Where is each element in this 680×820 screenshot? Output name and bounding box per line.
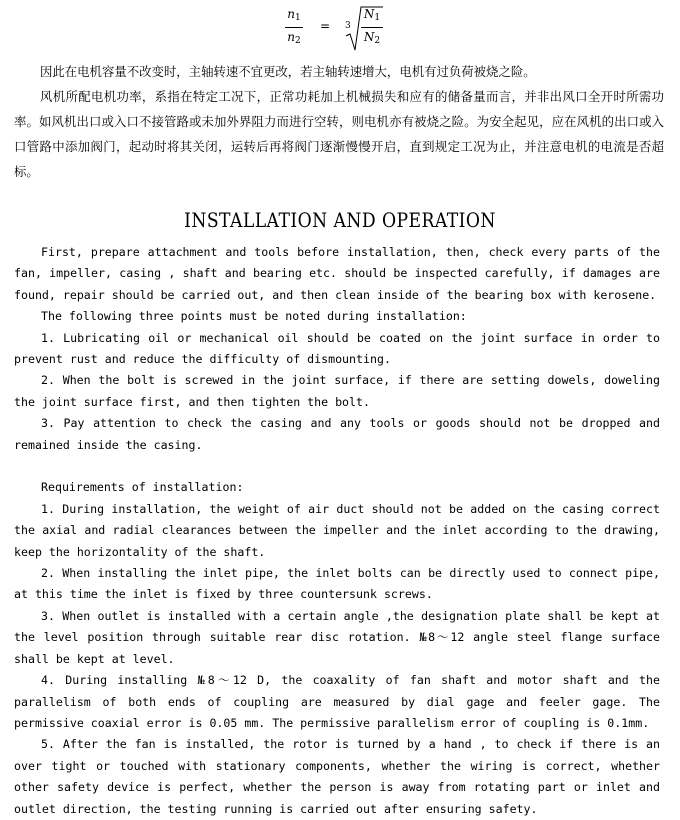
chinese-paragraph: 因此在电机容量不改变时，主轴转速不宜更改，若主轴转速增大，电机有过负荷被烧之险。 [40,64,536,79]
n1-subscript: 1 [295,13,301,23]
n2-subscript: 2 [295,36,301,46]
N1-subscript: 1 [374,13,381,23]
root-index: 3 [345,21,351,31]
blank-line [14,456,660,477]
paragraph: 2. When the bolt is screwed in the joint surface, if there are setting dowels, doweling the joint surface first, and then tighten the bolt. [14,373,660,409]
N2-subscript: 2 [374,36,381,46]
requirement-item: 1. During installation, the weight of air duct should not be added on the casing correct the axial and radial clearances between the impeller and the inlet according to the drawing, keep the horizontality of the shaft. [14,501,660,559]
paragraph: First, prepare attachment and tools before installation, then, check every parts of the fan, impeller, casing , shaft and bearing etc. should be inspected carefully, if damages are found, repair should be carried out, and then clean inside of the bearing box with kerosene. [14,245,660,302]
speed-ratio-formula [285,4,425,54]
paragraph: 3. Pay attention to check the casing and any tools or goods should not be dropped and remained inside the casing. [14,416,660,452]
english-text-block [14,242,660,820]
requirements-title: Requirements of installation: [41,480,244,495]
n1-symbol: n [287,7,295,21]
equals-sign: = [320,19,331,33]
N1-symbol: N [363,7,375,21]
chinese-paragraph: 风机所配电机功率，系指在特定工况下，正常功耗加上机械损失和应有的储备量而言，并非出风口全开时所需功率。如风机出口或入口不接管路或未加外界阻力而进行空转，则电机亦有被烧之险。为安全起见，应在风机的出口或入口管路中添加阀门，起动时将其关闭，运转后再将阀门逐渐慢慢开启，直到规定工况为止，并注意电机的电流是否超标。 [14,89,664,179]
requirement-item: 4. During installing №8～12 D, the coaxality of fan shaft and motor shaft and the parallelism of both ends of coupling are measured by dial gage and feeler gage. The permissive coaxial error is 0.05 mm. The permissive parallelism error of coupling is 0.1mm. [14,673,660,730]
section-heading: INSTALLATION AND OPERATION [184,208,496,232]
requirement-item: 3. When outlet is installed with a certain angle ,the designation plate shall be kept at the level position through suitable rear disc rotation. №8～12 angle steel flange surface shall be kept at level. [14,608,660,666]
paragraph: 1. Lubricating oil or mechanical oil should be coated on the joint surface in order to prevent rust and reduce the difficulty of dismounting. [14,330,660,367]
requirement-item: 2. When installing the inlet pipe, the inlet bolts can be directly used to connect pipe, at this time the inlet is fixed by three countersunk screws. [14,566,660,602]
N2-symbol: N [363,30,375,44]
requirement-item: 5. After the fan is installed, the rotor is turned by a hand , to check if there is an over tight or touched with stationary components, whether the wiring is correct, whether other safety device is perfect, whether the person is away from rotating part or inlet and outlet direction, the testing running is carried out after ensuring safety. [14,737,660,816]
power-fraction [361,6,383,49]
cube-root-sign-icon [285,4,425,54]
paragraph: The following three points must be noted during installation: [41,309,467,324]
chinese-text-block [14,59,664,184]
n2-symbol: n [287,30,295,44]
